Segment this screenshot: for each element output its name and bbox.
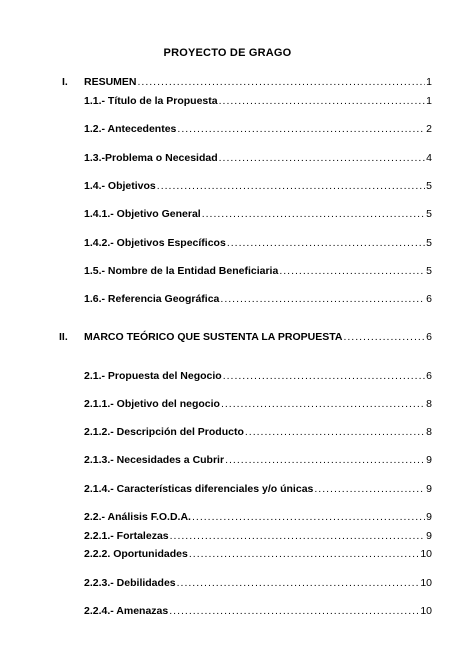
toc-leader-dots bbox=[189, 548, 419, 560]
toc-leader-dots bbox=[157, 180, 425, 192]
toc-entry-page: 8 bbox=[426, 426, 432, 438]
toc-entry-label: 2.2.1.- Fortalezas bbox=[84, 530, 169, 542]
toc-entry-page: 5 bbox=[426, 208, 432, 220]
toc-entry-page: 10 bbox=[420, 605, 432, 617]
section-numeral: I. bbox=[62, 76, 68, 88]
toc-leader-dots bbox=[223, 370, 425, 382]
toc-entry-label: 1.4.1.- Objetivo General bbox=[84, 208, 201, 220]
toc-entry-page: 5 bbox=[426, 180, 432, 192]
toc-entry-page: 1 bbox=[426, 95, 432, 107]
toc-entry-page: 1 bbox=[426, 76, 432, 88]
toc-entry-page: 10 bbox=[420, 577, 432, 589]
toc-entry bbox=[84, 577, 432, 591]
toc-entry-page: 6 bbox=[426, 293, 432, 305]
toc-entry bbox=[84, 95, 432, 109]
toc-leader-dots bbox=[227, 237, 425, 249]
toc-entry-label: 2.1.3.- Necesidades a Cubrir bbox=[84, 454, 225, 466]
toc-entry-page: 9 bbox=[426, 483, 432, 495]
toc-entry bbox=[84, 180, 432, 194]
toc-entry-page: 4 bbox=[426, 152, 432, 164]
toc-entry-label: MARCO TEÓRICO QUE SUSTENTA LA PROPUESTA bbox=[84, 331, 343, 343]
toc-entry bbox=[84, 265, 432, 279]
toc-leader-dots bbox=[343, 331, 425, 343]
toc-entry-resumen bbox=[84, 76, 432, 90]
toc-entry-label: 1.4.2.- Objetivos Específicos bbox=[84, 237, 226, 249]
toc-leader-dots bbox=[279, 265, 425, 277]
toc-entry-label: 2.2.4.- Amenazas bbox=[84, 605, 169, 617]
toc-entry-page: 5 bbox=[426, 237, 432, 249]
toc-leader-dots bbox=[220, 293, 425, 305]
toc-entry bbox=[84, 370, 432, 384]
toc-leader-dots bbox=[314, 483, 425, 495]
toc-entry bbox=[84, 530, 432, 544]
toc-entry bbox=[84, 454, 432, 468]
toc-entry-label: 1.6.- Referencia Geográfica bbox=[84, 293, 220, 305]
toc-leader-dots bbox=[177, 123, 425, 135]
toc-leader-dots bbox=[138, 76, 426, 88]
toc-entry bbox=[84, 208, 432, 222]
toc-leader-dots bbox=[169, 605, 419, 617]
toc-entry-label: 2.1.- Propuesta del Negocio bbox=[84, 370, 222, 382]
toc-entry-label: 2.2.- Análisis F.O.D.A. bbox=[84, 511, 191, 523]
toc-leader-dots bbox=[177, 577, 420, 589]
toc-entry-label: RESUMEN bbox=[84, 76, 137, 88]
toc-entry-page: 8 bbox=[426, 398, 432, 410]
toc-leader-dots bbox=[219, 95, 426, 107]
toc-entry-label: 2.1.2.- Descripción del Producto bbox=[84, 426, 244, 438]
toc-entry bbox=[84, 293, 432, 307]
toc-leader-dots bbox=[219, 152, 426, 164]
toc-entry bbox=[84, 123, 432, 137]
toc-entry-label: 1.2.- Antecedentes bbox=[84, 123, 177, 135]
toc-entry bbox=[84, 548, 432, 562]
toc-entry bbox=[84, 237, 432, 251]
toc-entry bbox=[84, 483, 432, 497]
toc-entry-label: 2.2.2. Oportunidades bbox=[84, 548, 188, 560]
toc-entry-label: 1.4.- Objetivos bbox=[84, 180, 156, 192]
toc-leader-dots bbox=[170, 530, 426, 542]
toc-entry-page: 6 bbox=[426, 370, 432, 382]
toc-entry-label: 1.5.- Nombre de la Entidad Beneficiaria bbox=[84, 265, 279, 277]
toc-entry-label: 2.2.3.- Debilidades bbox=[84, 577, 176, 589]
toc-entry-marco-teorico bbox=[84, 331, 432, 345]
toc-entry bbox=[84, 605, 432, 619]
toc-entry-page: 6 bbox=[426, 331, 432, 343]
toc-entry-label: 2.1.1.- Objetivo del negocio bbox=[84, 398, 220, 410]
toc-entry-page: 5 bbox=[426, 265, 432, 277]
toc-entry-page: 9 bbox=[426, 511, 432, 523]
toc-leader-dots bbox=[192, 511, 425, 523]
document-title: PROYECTO DE GRAGO bbox=[163, 47, 292, 59]
toc-leader-dots bbox=[221, 398, 425, 410]
toc-entry-label: 2.1.4.- Características diferenciales y/o únicas bbox=[84, 483, 314, 495]
toc-entry bbox=[84, 152, 432, 166]
toc-entry bbox=[84, 398, 432, 412]
toc-entry-page: 2 bbox=[426, 123, 432, 135]
toc-entry-page: 9 bbox=[426, 530, 432, 542]
toc-entry-page: 9 bbox=[426, 454, 432, 466]
toc-entry-label: 1.3.-Problema o Necesidad bbox=[84, 152, 218, 164]
toc-entry-page: 10 bbox=[420, 548, 432, 560]
toc-leader-dots bbox=[225, 454, 425, 466]
toc-entry bbox=[84, 426, 432, 440]
section-numeral: II. bbox=[59, 331, 68, 343]
toc-leader-dots bbox=[202, 208, 425, 220]
toc-entry-label: 1.1.- Título de la Propuesta bbox=[84, 95, 218, 107]
toc-leader-dots bbox=[245, 426, 425, 438]
toc-entry bbox=[84, 511, 432, 525]
